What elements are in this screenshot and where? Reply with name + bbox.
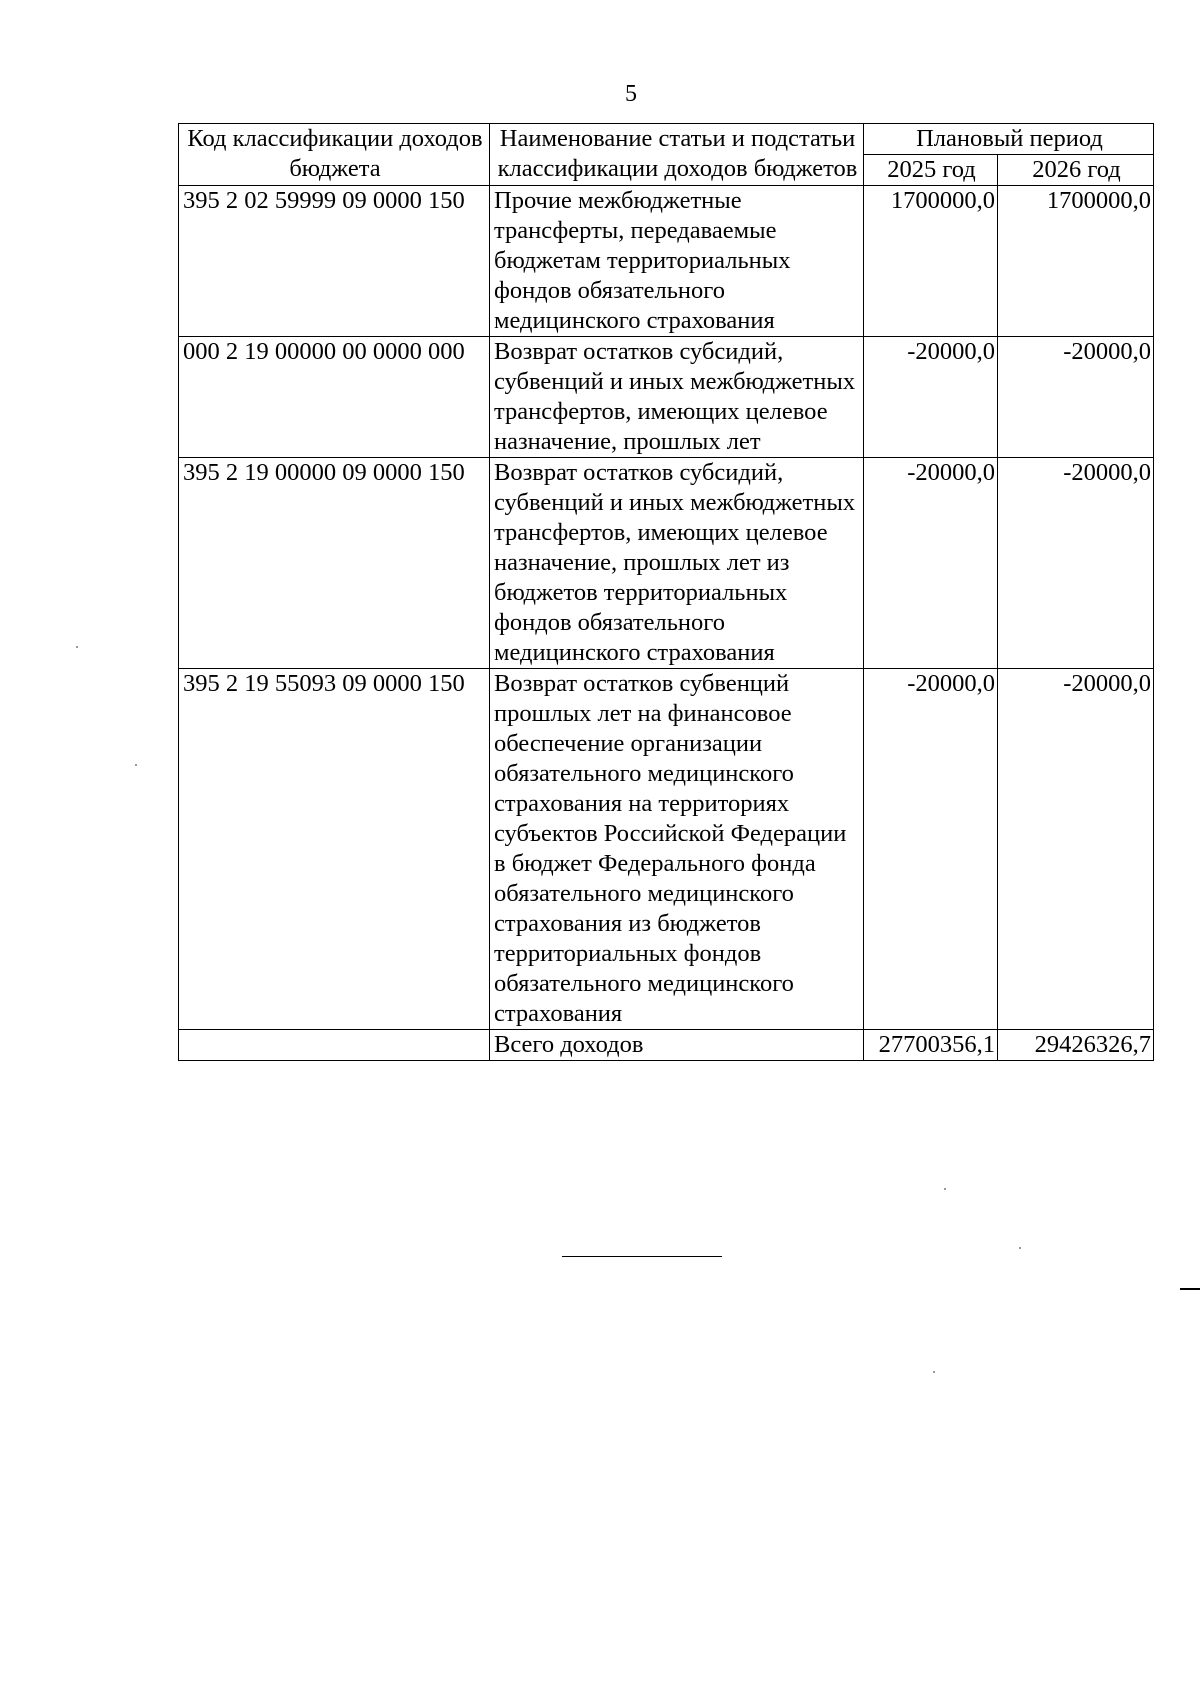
header-year-2026: 2026 год <box>998 155 1154 186</box>
row-code: 395 2 19 55093 09 0000 150 <box>179 669 490 1030</box>
row-value-2026: -20000,0 <box>998 337 1154 458</box>
row-name: Возврат остатков субсидий, субвенций и иных межбюджетных трансфертов, имеющих целевое назначение, прошлых лет <box>490 337 864 458</box>
header-row <box>179 124 1154 155</box>
scan-speck <box>1019 1247 1021 1249</box>
row-value-2026: 1700000,0 <box>998 186 1154 337</box>
table-row <box>179 186 1154 337</box>
scan-speck <box>76 646 78 648</box>
revenue-table <box>178 123 1154 1061</box>
scan-speck <box>944 1188 946 1190</box>
table-row <box>179 337 1154 458</box>
scan-edge-mark <box>1180 1288 1200 1290</box>
scan-speck <box>135 764 137 766</box>
row-name: Возврат остатков субвенций прошлых лет на финансовое обеспечение организации обязательного медицинского страхования на территориях субъектов Российской Федерации в бюджет Федерального фонда обязательного медицинского страхования из бюджетов территориальных фондов обязательного медицинского страхования <box>490 669 864 1030</box>
header-name: Наименование статьи и подстатьи классификации доходов бюджетов <box>490 124 864 186</box>
row-name: Возврат остатков субсидий, субвенций и иных межбюджетных трансфертов, имеющих целевое назначение, прошлых лет из бюджетов территориальных фондов обязательного медицинского страхования <box>490 458 864 669</box>
table-row <box>179 458 1154 669</box>
header-code: Код классификации доходов бюджета <box>179 124 490 186</box>
row-code: 000 2 19 00000 00 0000 000 <box>179 337 490 458</box>
row-name: Прочие межбюджетные трансферты, передаваемые бюджетам территориальных фондов обязательного медицинского страхования <box>490 186 864 337</box>
total-value-2026: 29426326,7 <box>998 1030 1154 1061</box>
end-divider-line <box>562 1256 722 1257</box>
total-code <box>179 1030 490 1061</box>
table-header <box>179 124 1154 186</box>
total-label: Всего доходов <box>490 1030 864 1061</box>
header-year-2025: 2025 год <box>864 155 998 186</box>
table-body <box>179 186 1154 1061</box>
row-value-2025: -20000,0 <box>864 669 998 1030</box>
page-number: 5 <box>625 81 637 107</box>
row-code: 395 2 02 59999 09 0000 150 <box>179 186 490 337</box>
total-value-2025: 27700356,1 <box>864 1030 998 1061</box>
row-value-2026: -20000,0 <box>998 669 1154 1030</box>
table-row <box>179 669 1154 1030</box>
header-period: Плановый период <box>864 124 1154 155</box>
scan-speck <box>933 1371 935 1373</box>
row-code: 395 2 19 00000 09 0000 150 <box>179 458 490 669</box>
row-value-2025: -20000,0 <box>864 337 998 458</box>
row-value-2026: -20000,0 <box>998 458 1154 669</box>
row-value-2025: 1700000,0 <box>864 186 998 337</box>
total-row <box>179 1030 1154 1061</box>
row-value-2025: -20000,0 <box>864 458 998 669</box>
